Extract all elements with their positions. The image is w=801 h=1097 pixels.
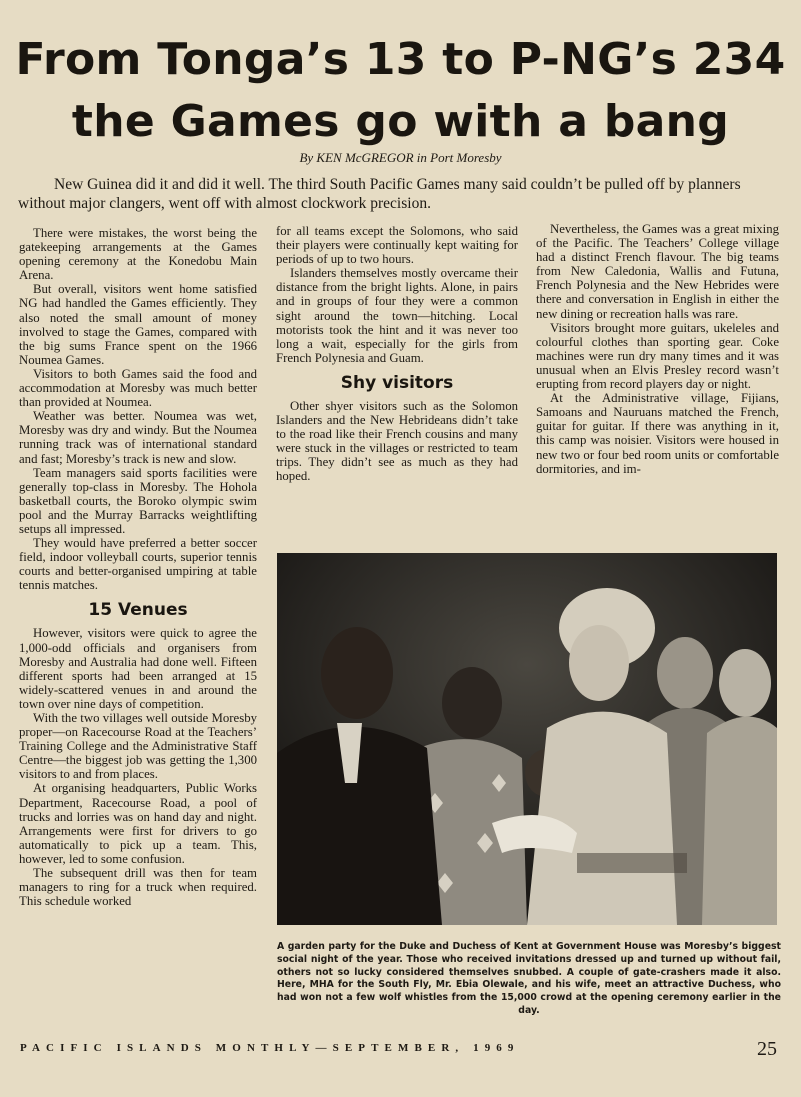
headline-line-2: the Games go with a bang	[71, 96, 730, 147]
paragraph: With the two villages well outside Moresby proper—on Racecourse Road at the Teachers’ Training College and the Administrative Staff Centre—the biggest job was getting the 1,300 visitors to and from places.	[19, 711, 257, 782]
paragraph: Visitors brought more guitars, ukeleles and colourful clothes than sporting gear. Coke machines were run dry many times and it was unusual when an Elvis Presley record wasn’t erupting from record players day or night.	[536, 320, 779, 392]
paragraph: They would have preferred a better soccer field, indoor volleyball courts, superior tennis courts and better-organised umpiring at table tennis matches.	[19, 536, 257, 593]
paragraph: Nevertheless, the Games was a great mixing of the Pacific. The Teachers’ College village had a distinct French flavour. The big teams from New Caledonia, Wallis and Futuna, French Polynesia and the New Hebrides were there and conversation in English in either the new dining or recreation halls was rare.	[536, 222, 779, 321]
page-number: 25	[757, 1038, 777, 1060]
paragraph: for all teams except the Solomons, who said their players were continually kept waiting for periods of up to two hours.	[276, 224, 518, 267]
paragraph: But overall, visitors went home satisfied NG had handled the Games efficiently. They also noted the small amount of money involved to stage the Games, compared with the big sums France spent on the 1966 Noumea Games.	[19, 282, 257, 367]
photo-illustration	[277, 553, 777, 925]
paragraph: There were mistakes, the worst being the gatekeeping arrangements at the Games opening ceremony at the Konedobu Main Arena.	[19, 226, 257, 283]
paragraph: Islanders themselves mostly overcame their distance from the bright lights. Alone, in pairs and in groups of four they were a common sight around the town—hitching. Local motorists took the hint and it was never too long a wait, especially for the girls from French Polynesia and Guam.	[276, 266, 518, 365]
subheading-shy-visitors: Shy visitors	[340, 372, 454, 393]
paragraph: However, visitors were quick to agree the 1,000-odd officials and organisers from Moresby and Australia had done well. Fifteen different sports had been arranged at 15 widely-scattered venues in and around the town over nine days of competition.	[19, 626, 257, 711]
byline: By KEN McGREGOR in Port Moresby	[299, 150, 502, 165]
running-footer: PACIFIC ISLANDS MONTHLY—SEPTEMBER, 1969	[20, 1042, 520, 1054]
paragraph: Weather was better. Noumea was wet, Moresby was dry and windy. But the Noumea running track was of international standard and fast; Moresby’s track is new and slow.	[19, 409, 257, 466]
photo-caption: A garden party for the Duke and Duchess of Kent at Government House was Moresby’s biggest social night of the year. Those who received invitations dressed up and turned up without fail, others not so lucky considered themselves snubbed. A couple of gate-crashers made it also. Here, MHA for the South Fly, Mr. Ebia Olewale, and his wife, meet an attractive Duchess, who had won not a few wolf whistles from the 15,000 crowd at the opening ceremony earlier in the day.	[277, 941, 781, 1016]
article-column-2	[276, 224, 518, 484]
headline-line-1: From Tonga’s 13 to P-NG’s 234	[15, 34, 786, 85]
article-column-3	[536, 222, 779, 476]
paragraph: Team managers said sports facilities were generally top-class in Moresby. The Hohola basketball courts, the Boroko olympic swim pool and the Murray Barracks weightlifting setups all impressed.	[19, 465, 257, 536]
paragraph: Visitors to both Games said the food and accommodation at Moresby was much better than provided at Noumea.	[19, 366, 257, 410]
subheading-15-venues: 15 Venues	[88, 600, 188, 621]
paragraph: At organising headquarters, Public Works Department, Racecourse Road, a pool of trucks and lorries was on hand day and night. Arrangements were first for drivers to go automatically to pick up a team. This, however, led to some confusion.	[19, 781, 257, 866]
article-column-1	[19, 226, 257, 908]
paragraph: The subsequent drill was then for team managers to ring for a truck when required. This schedule worked	[19, 866, 257, 909]
paragraph: Other shyer visitors such as the Solomon Islanders and the New Hebrideans didn’t take to the road like their French cousins and many were stuck in the villages or restricted to team trips. They didn’t see as much as they had hoped.	[276, 398, 518, 484]
paragraph: At the Administrative village, Fijians, Samoans and Nauruans matched the French, guitar for guitar. If there was anything in it, this camp was noisier. Visitors were housed in new two or four bed room units or comfortable dormitories, and im-	[536, 391, 779, 476]
intro-paragraph: New Guinea did it and did it well. The third South Pacific Games many said couldn’t be pulled off by planners without major clangers, went off with almost clockwork precision.	[18, 176, 741, 212]
garden-party-photo	[277, 553, 777, 925]
